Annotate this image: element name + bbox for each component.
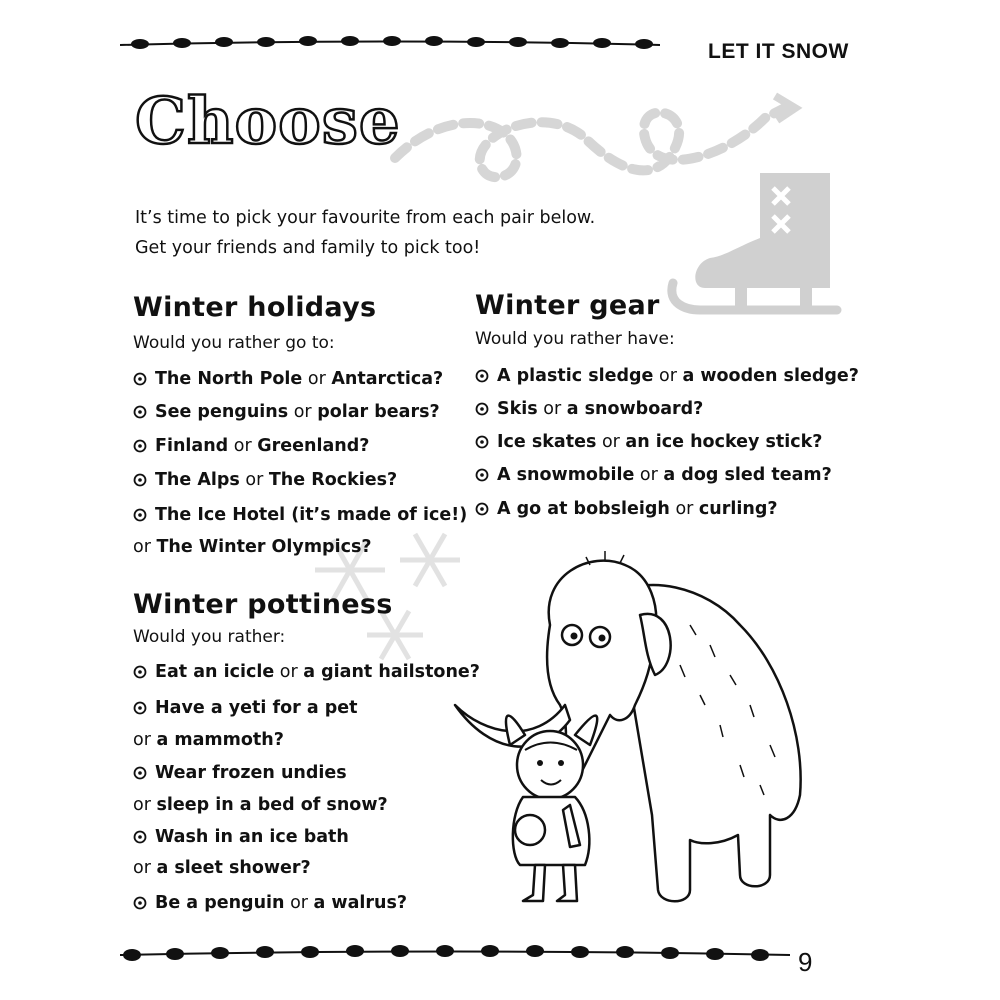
option-a: Skis — [497, 399, 538, 419]
child-illustration — [485, 705, 635, 910]
or-text: or — [596, 432, 626, 452]
option-b: polar bears? — [317, 402, 440, 422]
option-b: a dog sled team? — [663, 465, 832, 485]
option-a: Ice skates — [497, 432, 597, 452]
option-b: a sleet shower? — [156, 858, 311, 878]
list-item — [475, 394, 703, 424]
page-title: Choose — [135, 84, 401, 159]
option-b: sleep in a bed of snow? — [156, 795, 388, 815]
bullet-icon — [133, 822, 155, 852]
list-item — [133, 888, 407, 918]
list-item — [133, 500, 467, 530]
option-b: a walrus? — [313, 893, 408, 913]
option-a: The Alps — [155, 470, 240, 490]
bullet-icon — [475, 460, 497, 490]
option-a: Wear frozen undies — [155, 763, 347, 783]
list-item — [475, 494, 778, 524]
intro-line: It’s time to pick your favourite from each pair below. — [135, 208, 596, 228]
or-text: or — [133, 537, 157, 557]
list-item — [133, 431, 369, 461]
list-item — [133, 822, 349, 852]
list-item — [133, 693, 357, 723]
header-dotted-rule — [120, 30, 660, 60]
intro-text — [135, 203, 595, 263]
option-a: Have a yeti for a pet — [155, 698, 358, 718]
bullet-icon — [133, 431, 155, 461]
option-a: Wash in an ice bath — [155, 827, 349, 847]
or-text: or — [669, 499, 699, 519]
or-text: or — [284, 893, 314, 913]
list-item-continuation — [133, 858, 311, 878]
bullet-icon — [133, 657, 155, 687]
page-number: 9 — [798, 947, 813, 977]
bullet-icon — [133, 364, 155, 394]
option-b: a mammoth? — [156, 730, 284, 750]
option-b: a snowboard? — [566, 399, 704, 419]
option-a: See penguins — [155, 402, 289, 422]
list-item — [133, 657, 480, 687]
bullet-icon — [133, 397, 155, 427]
bullet-icon — [133, 758, 155, 788]
intro-line: Get your friends and family to pick too! — [135, 238, 481, 258]
list-item-continuation — [133, 730, 284, 750]
or-text: or — [634, 465, 664, 485]
section-heading-pottiness: Winter pottiness — [133, 589, 393, 620]
list-item — [133, 397, 440, 427]
option-a: Finland — [155, 436, 229, 456]
bullet-icon — [475, 394, 497, 424]
or-text: or — [537, 399, 567, 419]
section-prompt-pottiness: Would you rather: — [133, 627, 286, 647]
running-head: LET IT SNOW — [708, 40, 849, 63]
option-a: The North Pole — [155, 369, 303, 389]
footer-dotted-rule — [120, 938, 790, 972]
option-a: A snowmobile — [497, 465, 635, 485]
or-text: or — [288, 402, 318, 422]
or-text: or — [239, 470, 269, 490]
bullet-icon — [475, 494, 497, 524]
section-heading-holidays: Winter holidays — [133, 292, 377, 323]
list-item — [133, 758, 347, 788]
option-a: Eat an icicle — [155, 662, 275, 682]
list-item — [475, 427, 822, 457]
or-text: or — [653, 366, 683, 386]
or-text: or — [133, 730, 157, 750]
list-item — [133, 465, 397, 495]
list-item-continuation — [133, 537, 372, 557]
option-a: A go at bobsleigh — [497, 499, 670, 519]
option-b: Greenland? — [257, 436, 370, 456]
list-item-continuation — [133, 795, 388, 815]
bullet-icon — [475, 361, 497, 391]
bullet-icon — [133, 888, 155, 918]
or-text: or — [274, 662, 304, 682]
section-prompt-gear: Would you rather have: — [475, 329, 675, 349]
list-item — [475, 460, 832, 490]
option-b: curling? — [698, 499, 778, 519]
option-a: Be a penguin — [155, 893, 285, 913]
option-b: The Rockies? — [268, 470, 398, 490]
option-a: The Ice Hotel (it’s made of ice!) — [155, 505, 468, 525]
bullet-icon — [133, 465, 155, 495]
option-b: a giant hailstone? — [303, 662, 480, 682]
or-text: or — [228, 436, 258, 456]
bullet-icon — [133, 500, 155, 530]
bullet-icon — [133, 693, 155, 723]
or-text: or — [302, 369, 332, 389]
section-heading-gear: Winter gear — [475, 290, 660, 321]
or-text: or — [133, 858, 157, 878]
or-text: or — [133, 795, 157, 815]
section-prompt-holidays: Would you rather go to: — [133, 333, 335, 353]
option-b: an ice hockey stick? — [625, 432, 823, 452]
list-item — [475, 361, 859, 391]
option-b: Antarctica? — [331, 369, 444, 389]
bullet-icon — [475, 427, 497, 457]
list-item — [133, 364, 443, 394]
option-a: A plastic sledge — [497, 366, 654, 386]
option-b: The Winter Olympics? — [156, 537, 372, 557]
option-b: a wooden sledge? — [682, 366, 859, 386]
ice-skate-icon — [665, 168, 845, 328]
